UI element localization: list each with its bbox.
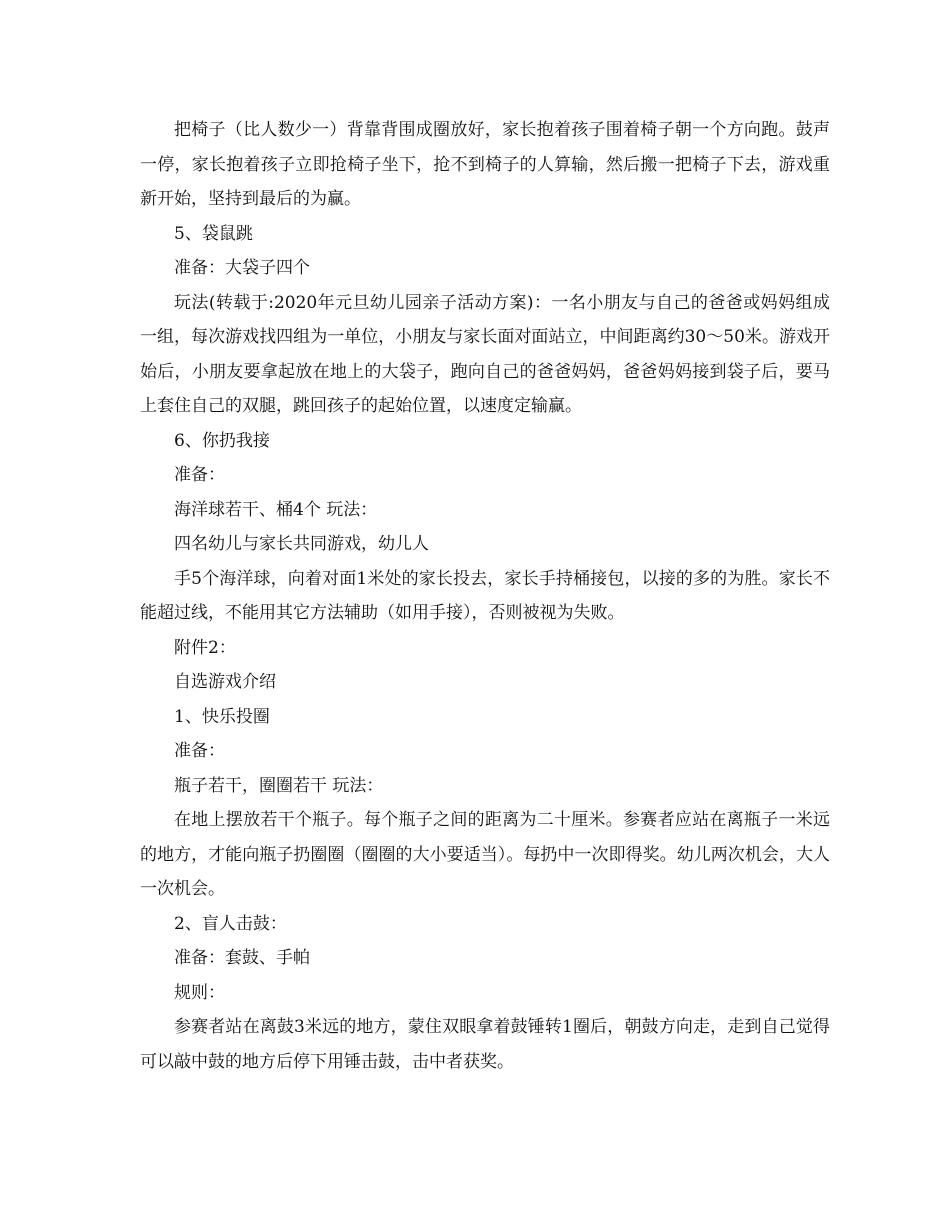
heading-ring-toss: 1、快乐投圈 xyxy=(174,706,270,727)
paragraph-kangaroo-rules: 玩法(转载于:2020年元旦幼儿园亲子活动方案)：一名小朋友与自己的爸爸或妈妈组成一组，每次游戏找四组为一单位，小朋友与家长面对面站立，中间距离约30～50米。游戏开始后，小朋友要拿起放在地上的大袋子，跑向自己的爸爸妈妈，爸爸妈妈接到袋子后，要马上套住自己的双腿，跳回孩子的起始位置，以速度定输赢。 xyxy=(140,292,830,416)
paragraph-kangaroo-preparation: 准备：大袋子四个 xyxy=(174,258,310,278)
paragraph-ring-toss-preparation-label: 准备： xyxy=(174,741,225,761)
heading-attachment-2: 附件2： xyxy=(174,637,236,658)
paragraph-throw-preparation-label: 准备： xyxy=(174,465,225,485)
heading-optional-games: 自选游戏介绍 xyxy=(174,672,276,692)
heading-kangaroo-jump: 5、袋鼠跳 xyxy=(174,223,253,244)
paragraph-ring-toss-rules: 在地上摆放若干个瓶子。每个瓶子之间的距离为二十厘米。参赛者应站在离瓶子一米远的地方，才能向瓶子扔圈圈（圈圈的大小要适当）。每扔中一次即得奖。幼儿两次机会，大人一次机会。 xyxy=(140,810,830,899)
paragraph-ring-toss-materials: 瓶子若干，圈圈若干 玩法： xyxy=(174,775,384,796)
paragraph-throw-rules: 手5个海洋球，向着对面1米处的家长投去，家长手持桶接包，以接的多的为胜。家长不能超过线，不能用其它方法辅助（如用手接），否则被视为失败。 xyxy=(140,568,830,623)
paragraph-throw-players: 四名幼儿与家长共同游戏，幼儿人 xyxy=(174,534,429,554)
heading-blind-drum: 2、盲人击鼓： xyxy=(174,913,287,934)
paragraph-blind-drum-preparation: 准备：套鼓、手帕 xyxy=(174,948,310,968)
paragraph-blind-drum-rules-label: 规则： xyxy=(174,982,225,1003)
paragraph-throw-materials: 海洋球若干、桶4个 玩法： xyxy=(174,499,378,520)
paragraph-musical-chairs-rules: 把椅子（比人数少一）背靠背围成圈放好，家长抱着孩子围着椅子朝一个方向跑。鼓声一停，家长抱着孩子立即抢椅子坐下，抢不到椅子的人算输，然后搬一把椅子下去，游戏重新开始，坚持到最后的为赢。 xyxy=(140,120,830,209)
heading-throw-and-catch: 6、你扔我接 xyxy=(174,430,270,451)
document-body xyxy=(140,113,830,1079)
paragraph-blind-drum-rules: 参赛者站在离鼓3米远的地方，蒙住双眼拿着鼓锤转1圈后，朝鼓方向走，走到自己觉得可以敲中鼓的地方后停下用锤击鼓，击中者获奖。 xyxy=(140,1017,830,1072)
